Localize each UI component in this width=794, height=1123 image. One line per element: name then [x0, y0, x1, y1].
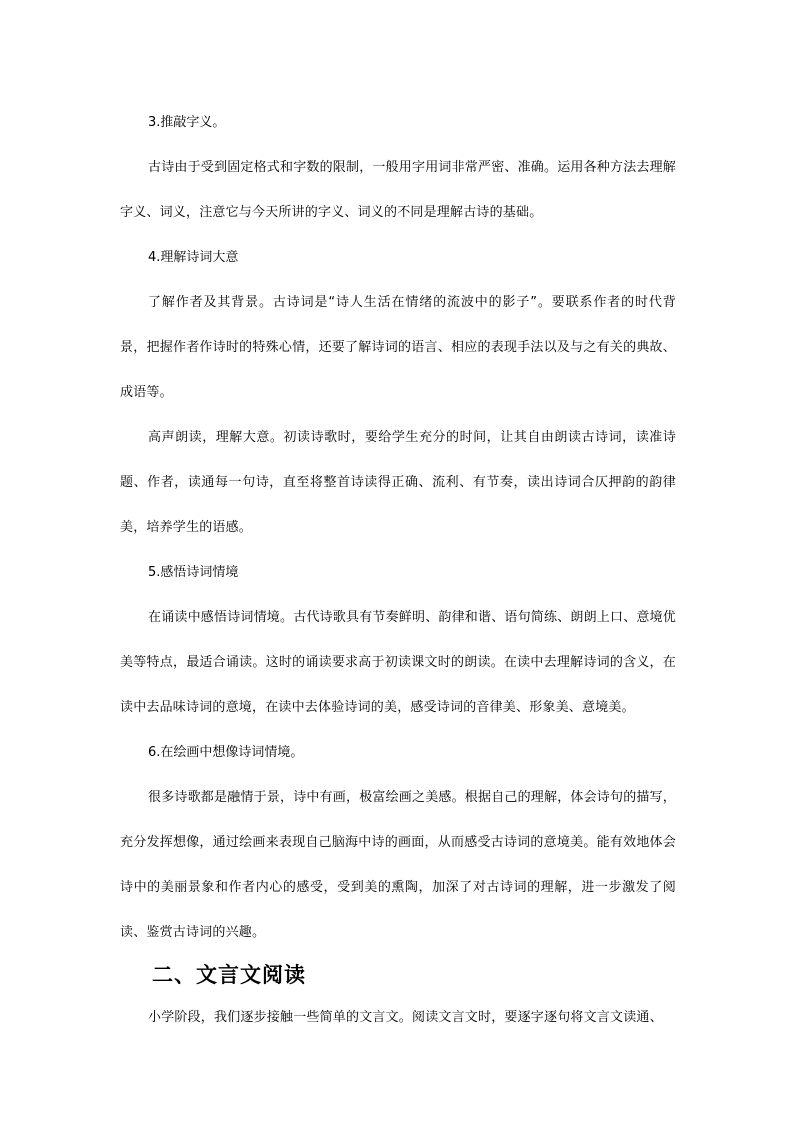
- paragraph-author-background: 了解作者及其背景。古诗词是“诗人生活在情绪的流波中的影子”。要联系作者的时代背景，把握作者作诗时的特殊心情，还要了解诗词的语言、相应的表现手法以及与之有关的典故、成语等。: [120, 295, 676, 400]
- section-title-classical-chinese: 二、文言文阅读: [152, 963, 306, 987]
- paragraph-classical-intro: 小学阶段，我们逐步接触一些简单的文言文。阅读文言文时，要逐字逐句将文言文读通、: [148, 1010, 663, 1025]
- subheading-6: 6.在绘画中想像诗词情境。: [148, 745, 304, 760]
- paragraph-painting: 很多诗歌都是融情于景，诗中有画，极富绘画之美感。根据自己的理解，体会诗句的描写，充分发挥想像，通过绘画来表现自己脑海中诗的画面，从而感受古诗词的意境美。能有效地体会诗中的美丽景象和作者内心的感受，受到美的熏陶，加深了对古诗词的理解，进一步激发了阅读、鉴赏古诗词的兴趣。: [120, 790, 677, 940]
- subheading-5: 5.感悟诗词情境: [148, 565, 239, 580]
- paragraph-recitation: 在诵读中感悟诗词情境。古代诗歌具有节奏鲜明、韵律和谐、语句简练、朗朗上口、意境优美等特点，最适合诵读。这时的诵读要求高于初读课文时的朗读。在读中去理解诗词的含义，在读中去品味诗词的意境，在读中去体验诗词的美，感受诗词的音律美、形象美、意境美。: [120, 610, 677, 715]
- paragraph-read-aloud: 高声朗读，理解大意。初读诗歌时，要给学生充分的时间，让其自由朗读古诗词，读准诗题、作者，读通每一句诗，直至将整首诗读得正确、流利、有节奏，读出诗词合仄押韵的韵律美，培养学生的语感。: [120, 430, 676, 535]
- paragraph-word-meaning: 古诗由于受到固定格式和字数的限制，一般用字用词非常严密、准确。运用各种方法去理解字义、词义，注意它与今天所讲的字义、词义的不同是理解古诗的基础。: [120, 160, 677, 220]
- page-content: [120, 100, 676, 1040]
- subheading-3: 3.推敲字义。: [148, 115, 226, 130]
- subheading-4: 4.理解诗词大意: [148, 250, 239, 265]
